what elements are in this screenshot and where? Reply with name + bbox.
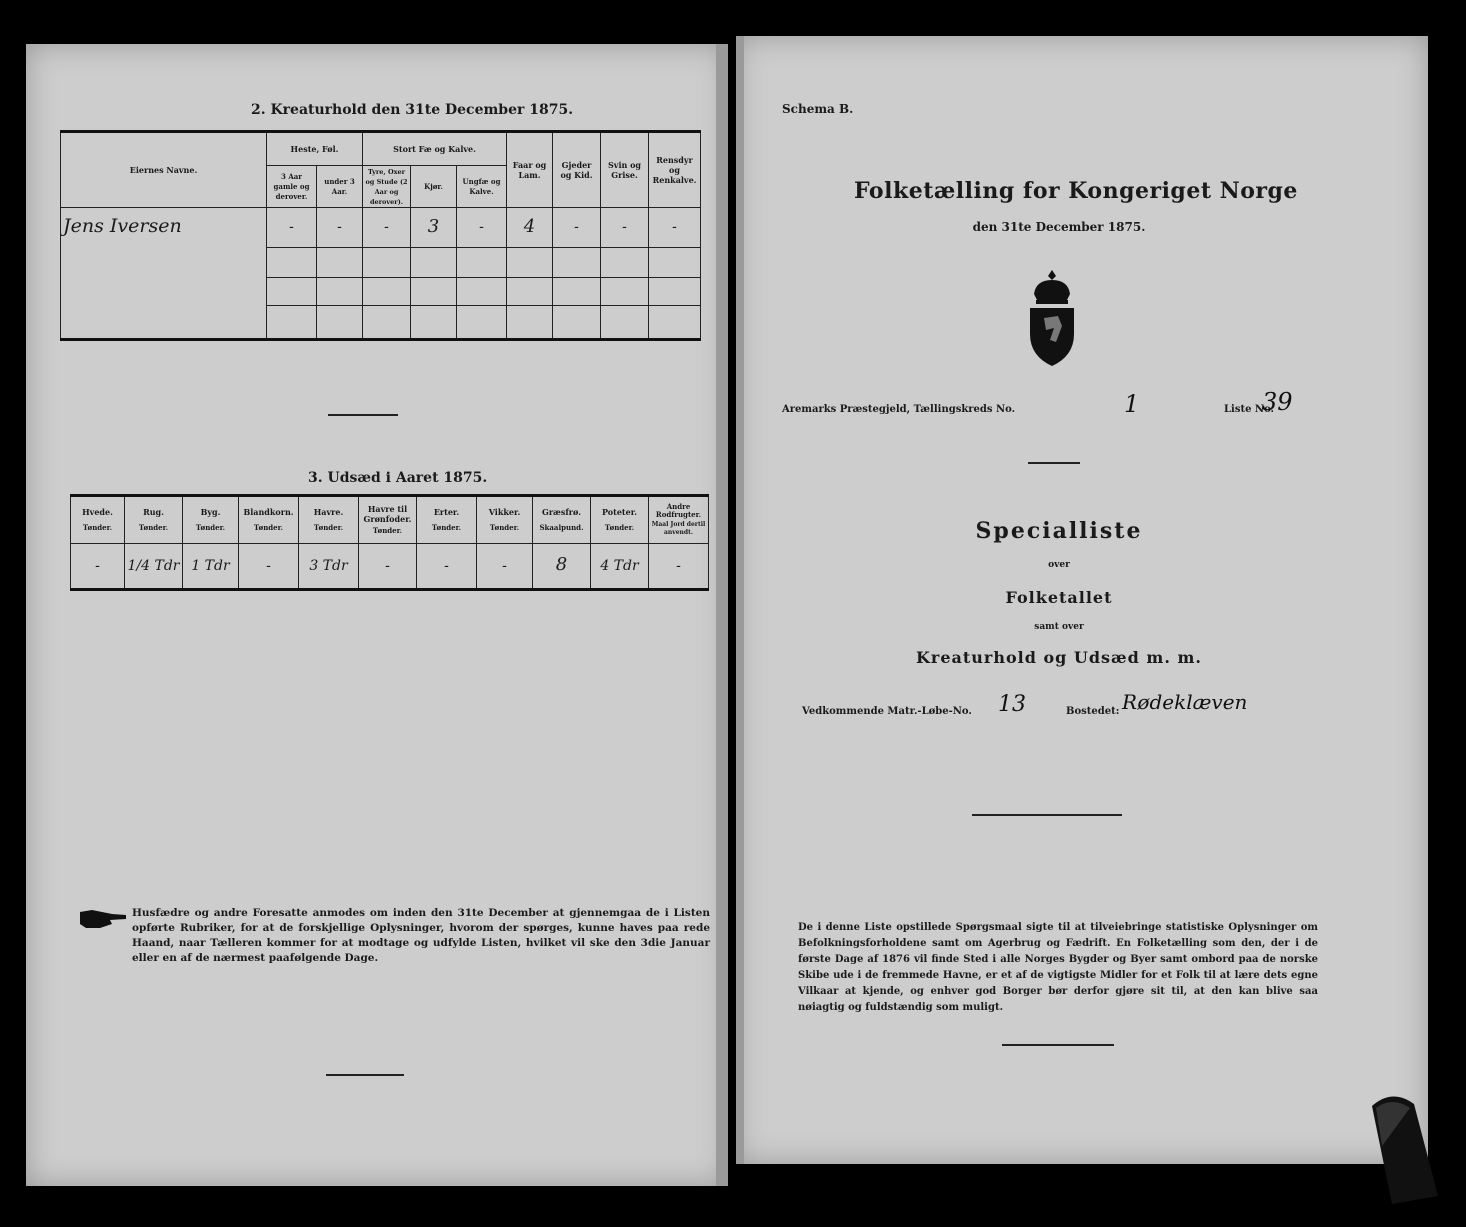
col-blandkorn: Blandkorn. Tønder. — [239, 496, 299, 544]
col-cattle: Stort Fæ og Kalve. — [363, 132, 507, 166]
col-rodfrugter: Andre Rodfrugter. Maal Jord dertil anvendt. — [649, 496, 709, 544]
col-cattle-b: Kjør. — [411, 166, 457, 208]
col-horses: Heste, Føl. — [267, 132, 363, 166]
table-cell: - — [359, 544, 417, 590]
page-edge — [716, 44, 728, 1186]
corner-fold-icon — [1362, 1086, 1442, 1206]
table-cell: - — [363, 208, 411, 248]
divider — [1002, 1044, 1114, 1046]
specialliste-title: Specialliste — [975, 518, 1143, 544]
notice-text: Husfædre og andre Foresatte anmodes om inden den 31te December at gjennemgaa de i Listen opførte Rubriker, for at de forskjellige Oplysninger, hvorom der spørges, kunne haves paa rede Haand, naar Tælleren kommer for at modtage og udfylde Listen, hvilket vil ske den 3die Januar eller en af de nærmest paafølgende Dage. — [132, 907, 710, 964]
table-cell: 1 Tdr — [183, 544, 239, 590]
col-goats: Gjeder og Kid. — [553, 132, 601, 208]
col-pigs: Svin og Grise. — [601, 132, 649, 208]
seed-table — [70, 494, 709, 591]
divider — [1028, 462, 1080, 464]
table-cell: - — [267, 208, 317, 248]
samt-over-text: samt over — [1034, 622, 1084, 632]
col-cattle-c: Ungfæ og Kalve. — [457, 166, 507, 208]
col-erter: Erter. Tønder. — [417, 496, 477, 544]
owner-name: Jens Iversen — [63, 215, 182, 238]
divider — [972, 814, 1122, 816]
divider — [326, 1074, 404, 1076]
table-cell: - — [417, 544, 477, 590]
col-rug: Rug. Tønder. — [125, 496, 183, 544]
table-cell: 8 — [533, 544, 591, 590]
right-page — [736, 36, 1428, 1164]
table-cell: 3 Tdr — [299, 544, 359, 590]
page-title: Folketælling for Kongeriget Norge — [854, 178, 1298, 204]
table-cell: - — [457, 208, 507, 248]
bosted-value: Rødeklæven — [1122, 690, 1248, 714]
over-text: over — [1048, 560, 1070, 570]
col-sheep: Faar og Lam. — [507, 132, 553, 208]
matr-value: 13 — [998, 692, 1026, 717]
parish-label: Aremarks Præstegjeld, Tællingskreds No. — [782, 404, 1016, 415]
seed-header-row — [71, 496, 709, 544]
col-havre: Havre. Tønder. — [299, 496, 359, 544]
coat-of-arms-icon — [1022, 268, 1082, 368]
table-cell: - — [477, 544, 533, 590]
col-horses-a: 3 Aar gamle og derover. — [267, 166, 317, 208]
page-subtitle: den 31te December 1875. — [972, 220, 1146, 234]
matr-label: Vedkommende Matr.-Løbe-No. — [802, 706, 972, 717]
table-cell: 4 — [507, 208, 553, 248]
list-label: Liste No. — [1224, 404, 1275, 415]
table-cell: - — [317, 208, 363, 248]
bosted-label: Bostedet: — [1066, 706, 1120, 717]
owner-cell — [61, 208, 267, 248]
col-graesfro: Græsfrø. Skaalpund. — [533, 496, 591, 544]
col-poteter: Poteter. Tønder. — [591, 496, 649, 544]
section2-title: 2. Kreaturhold den 31te December 1875. — [251, 102, 574, 118]
col-vikker: Vikker. Tønder. — [477, 496, 533, 544]
table-row — [61, 208, 701, 248]
col-hvede: Hvede. Tønder. — [71, 496, 125, 544]
col-reindeer: Rensdyr og Renkalve. — [649, 132, 701, 208]
schema-label: Schema B. — [782, 102, 854, 116]
col-byg: Byg. Tønder. — [183, 496, 239, 544]
table-cell: - — [553, 208, 601, 248]
livestock-table — [60, 130, 701, 341]
divider — [328, 414, 398, 416]
footer-text: De i denne Liste opstillede Spørgsmaal sigte til at tilveiebringe statistiske Oplysninger om Befolkningsforholdene samt om Agerbrug og Fædrift. En Folketælling som den, der i de første Dage af 1876 vil finde Sted i alle Norges Bygder og Byer samt ombord paa de norske Skibe ude i de fremmede Havne, er et af de vigtigste Midler for et Folk til at lære dets egne Vilkaar at kjende, og enhver god Borger bør derfor gjøre sit til, at den kan blive saa nøiagtig og fuldstændig som muligt. — [798, 922, 1318, 1013]
pointing-hand-icon — [78, 908, 128, 930]
left-page — [26, 44, 728, 1186]
table-cell: - — [649, 208, 701, 248]
col-havre-gronfoder: Havre til Grønfoder. Tønder. — [359, 496, 417, 544]
folketallet-title: Folketallet — [1005, 588, 1113, 607]
col-horses-b: under 3 Aar. — [317, 166, 363, 208]
table-cell: - — [601, 208, 649, 248]
table-cell: - — [239, 544, 299, 590]
table-cell: 4 Tdr — [591, 544, 649, 590]
col-owner: Eiernes Navne. — [61, 132, 267, 208]
table-row — [71, 544, 709, 590]
table-cell: 1/4 Tdr — [125, 544, 183, 590]
page-edge — [736, 36, 744, 1164]
kreaturhold-title: Kreaturhold og Udsæd m. m. — [916, 648, 1202, 667]
table-cell: - — [71, 544, 125, 590]
list-value: 39 — [1262, 388, 1293, 416]
table-cell: - — [649, 544, 709, 590]
col-cattle-a: Tyre, Oxer og Stude (2 Aar og derover). — [363, 166, 411, 208]
parish-value: 1 — [1124, 390, 1140, 418]
table-cell: 3 — [411, 208, 457, 248]
section3-title: 3. Udsæd i Aaret 1875. — [308, 470, 488, 486]
